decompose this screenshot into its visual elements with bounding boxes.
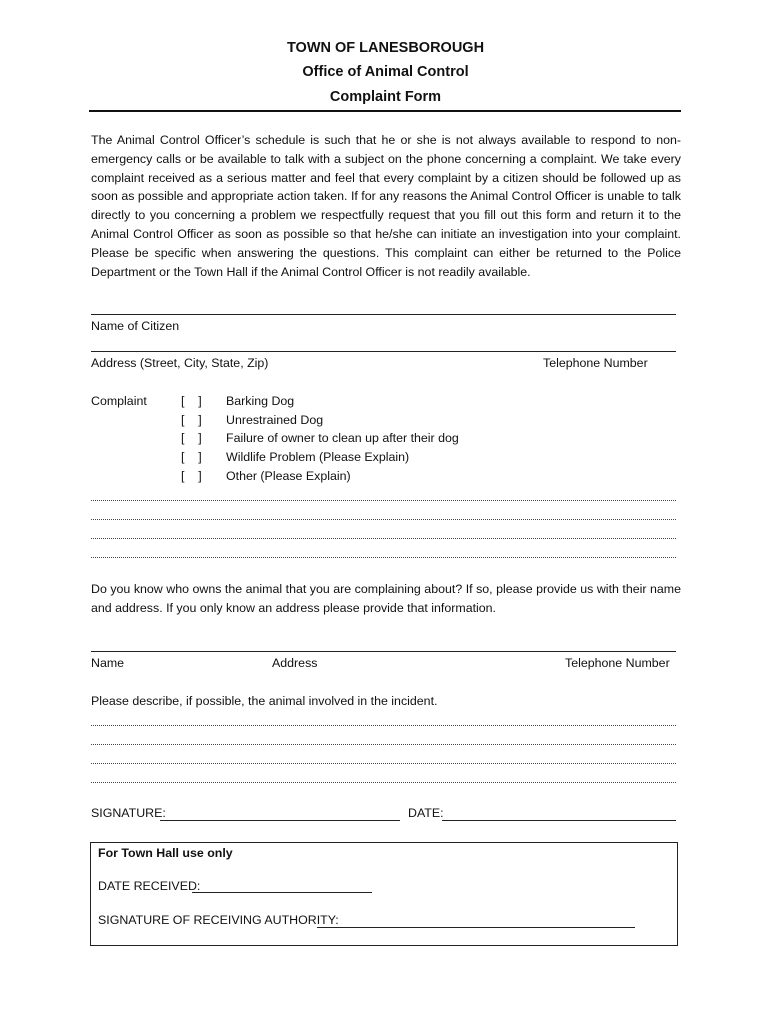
checkbox-cleanup[interactable]: [ ] (181, 431, 202, 445)
owner-question: Do you know who owns the animal that you are complaining about? If so, please provide us with their name and address. If you only know an address please provide that information. (91, 582, 681, 615)
animal-line-3[interactable] (91, 763, 676, 764)
explain-line-3[interactable] (91, 538, 676, 539)
office-heading: Office of Animal Control (302, 64, 469, 80)
owner-name-label: Name (91, 656, 125, 670)
animal-line-4[interactable] (91, 782, 676, 783)
town-heading: TOWN OF LANESBOROUGH (286, 40, 485, 56)
option-barking-dog: Barking Dog (226, 394, 295, 408)
receiving-authority-line[interactable] (317, 927, 635, 928)
checkbox-barking-dog[interactable]: [ ] (181, 394, 202, 408)
citizen-address-label: Address (Street, City, State, Zip) (91, 356, 269, 370)
animal-line-2[interactable] (91, 744, 676, 745)
owner-address-label: Address (272, 656, 318, 670)
citizen-address-line[interactable] (91, 351, 676, 352)
header-rule (89, 110, 681, 112)
animal-line-1[interactable] (91, 725, 676, 726)
checkbox-unrestrained-dog[interactable]: [ ] (181, 413, 202, 427)
intro-paragraph: The Animal Control Officer’s schedule is such that he or she is not always available to respond to non-emergency calls or be available to talk with a subject on the phone concerning a complaint. We take every complaint received as a serious matter and feel that every complaint by a citizen should be followed up as soon as possible and appropriate action taken. If for any reasons the Animal Control Officer is unable to talk directly to you concerning a problem we respectfully request that you fill out this form and return it to the Animal Control Officer as soon as possible so that he/she can initiate an investigation into your complaint. Please be specific when answering the questions. This complaint can either be returned to the Police Department or the Town Hall if the Animal Control Officer is not readily available. (91, 133, 681, 279)
checkbox-other[interactable]: [ ] (181, 469, 202, 483)
signature-line[interactable] (160, 820, 400, 821)
option-other: Other (Please Explain) (226, 469, 351, 483)
complaint-label: Complaint (91, 394, 147, 408)
citizen-phone-label: Telephone Number (543, 356, 648, 370)
date-label: DATE: (408, 806, 444, 820)
citizen-name-line[interactable] (91, 314, 676, 315)
date-line[interactable] (442, 820, 676, 821)
explain-line-4[interactable] (91, 557, 676, 558)
signature-label: SIGNATURE: (91, 806, 166, 820)
option-unrestrained-dog: Unrestrained Dog (226, 413, 324, 427)
owner-phone-label: Telephone Number (565, 656, 670, 670)
town-hall-title: For Town Hall use only (98, 846, 233, 860)
explain-line-2[interactable] (91, 519, 676, 520)
checkbox-wildlife[interactable]: [ ] (181, 450, 202, 464)
citizen-name-label: Name of Citizen (91, 319, 180, 333)
owner-info-line[interactable] (91, 651, 676, 652)
receiving-authority-label: SIGNATURE OF RECEIVING AUTHORITY: (98, 913, 339, 927)
option-cleanup: Failure of owner to clean up after their dog (226, 431, 459, 445)
form-title: Complaint Form (329, 89, 442, 105)
explain-line-1[interactable] (91, 500, 676, 501)
date-received-line[interactable] (192, 892, 372, 893)
animal-question: Please describe, if possible, the animal involved in the incident. (91, 694, 438, 708)
option-wildlife: Wildlife Problem (Please Explain) (226, 450, 410, 464)
date-received-label: DATE RECEIVED: (98, 879, 201, 893)
